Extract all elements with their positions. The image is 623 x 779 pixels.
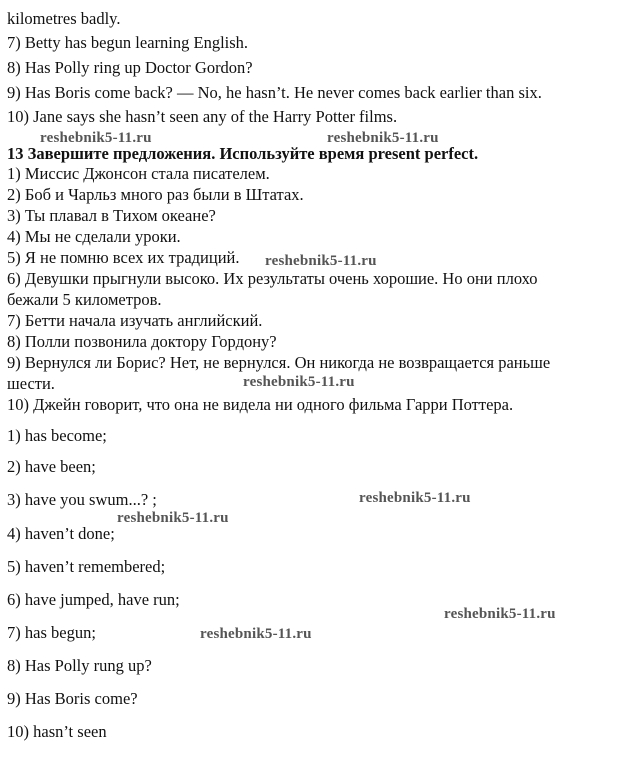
watermark: reshebnik5-11.ru	[200, 626, 312, 642]
text-line: 4) Мы не сделали уроки.	[7, 227, 181, 246]
exercise-heading: 13 Завершите предложения. Используйте время present perfect.	[7, 144, 479, 163]
text-line: 10) Jane says she hasn’t seen any of the Harry Potter films.	[7, 107, 398, 126]
answer-item: 8) Has Polly rung up?	[7, 656, 152, 675]
text-line: 3) Ты плавал в Тихом океане?	[7, 206, 216, 225]
text-line: шести.	[7, 374, 55, 393]
watermark: reshebnik5-11.ru	[327, 130, 439, 146]
watermark: reshebnik5-11.ru	[359, 490, 471, 506]
text-line: 7) Бетти начала изучать английский.	[7, 311, 263, 330]
answer-item: 9) Has Boris come?	[7, 689, 138, 708]
watermark: reshebnik5-11.ru	[444, 606, 556, 622]
answer-item: 4) haven’t done;	[7, 524, 115, 543]
answer-item: 3) have you swum...? ;	[7, 490, 157, 509]
text-line: 7) Betty has begun learning English.	[7, 33, 249, 52]
text-line: 6) Девушки прыгнули высоко. Их результаты очень хорошие. Но они плохо	[7, 269, 538, 288]
watermark: reshebnik5-11.ru	[40, 130, 152, 146]
answer-item: 10) hasn’t seen	[7, 722, 107, 741]
watermark: reshebnik5-11.ru	[243, 374, 355, 390]
watermark: reshebnik5-11.ru	[265, 253, 377, 269]
answer-item: 7) has begun;	[7, 623, 96, 642]
answer-item: 1) has become;	[7, 426, 107, 445]
text-line: 8) Has Polly ring up Doctor Gordon?	[7, 58, 253, 77]
text-line: kilometres badly.	[7, 9, 121, 28]
text-line: 2) Боб и Чарльз много раз были в Штатах.	[7, 185, 304, 204]
text-line: 10) Джейн говорит, что она не видела ни одного фильма Гарри Поттера.	[7, 395, 514, 414]
watermark: reshebnik5-11.ru	[117, 510, 229, 526]
text-line: бежали 5 километров.	[7, 290, 162, 309]
text-line: 9) Вернулся ли Борис? Нет, не вернулся. Он никогда не возвращается раньше	[7, 353, 551, 372]
answer-item: 2) have been;	[7, 457, 96, 476]
text-line: 5) Я не помню всех их традиций.	[7, 248, 240, 267]
answer-item: 5) haven’t remembered;	[7, 557, 166, 576]
text-line: 9) Has Boris come back? — No, he hasn’t. He never comes back earlier than six.	[7, 83, 542, 102]
text-line: 1) Миссис Джонсон стала писателем.	[7, 164, 270, 183]
text-line: 8) Полли позвонила доктору Гордону?	[7, 332, 277, 351]
answer-item: 6) have jumped, have run;	[7, 590, 180, 609]
